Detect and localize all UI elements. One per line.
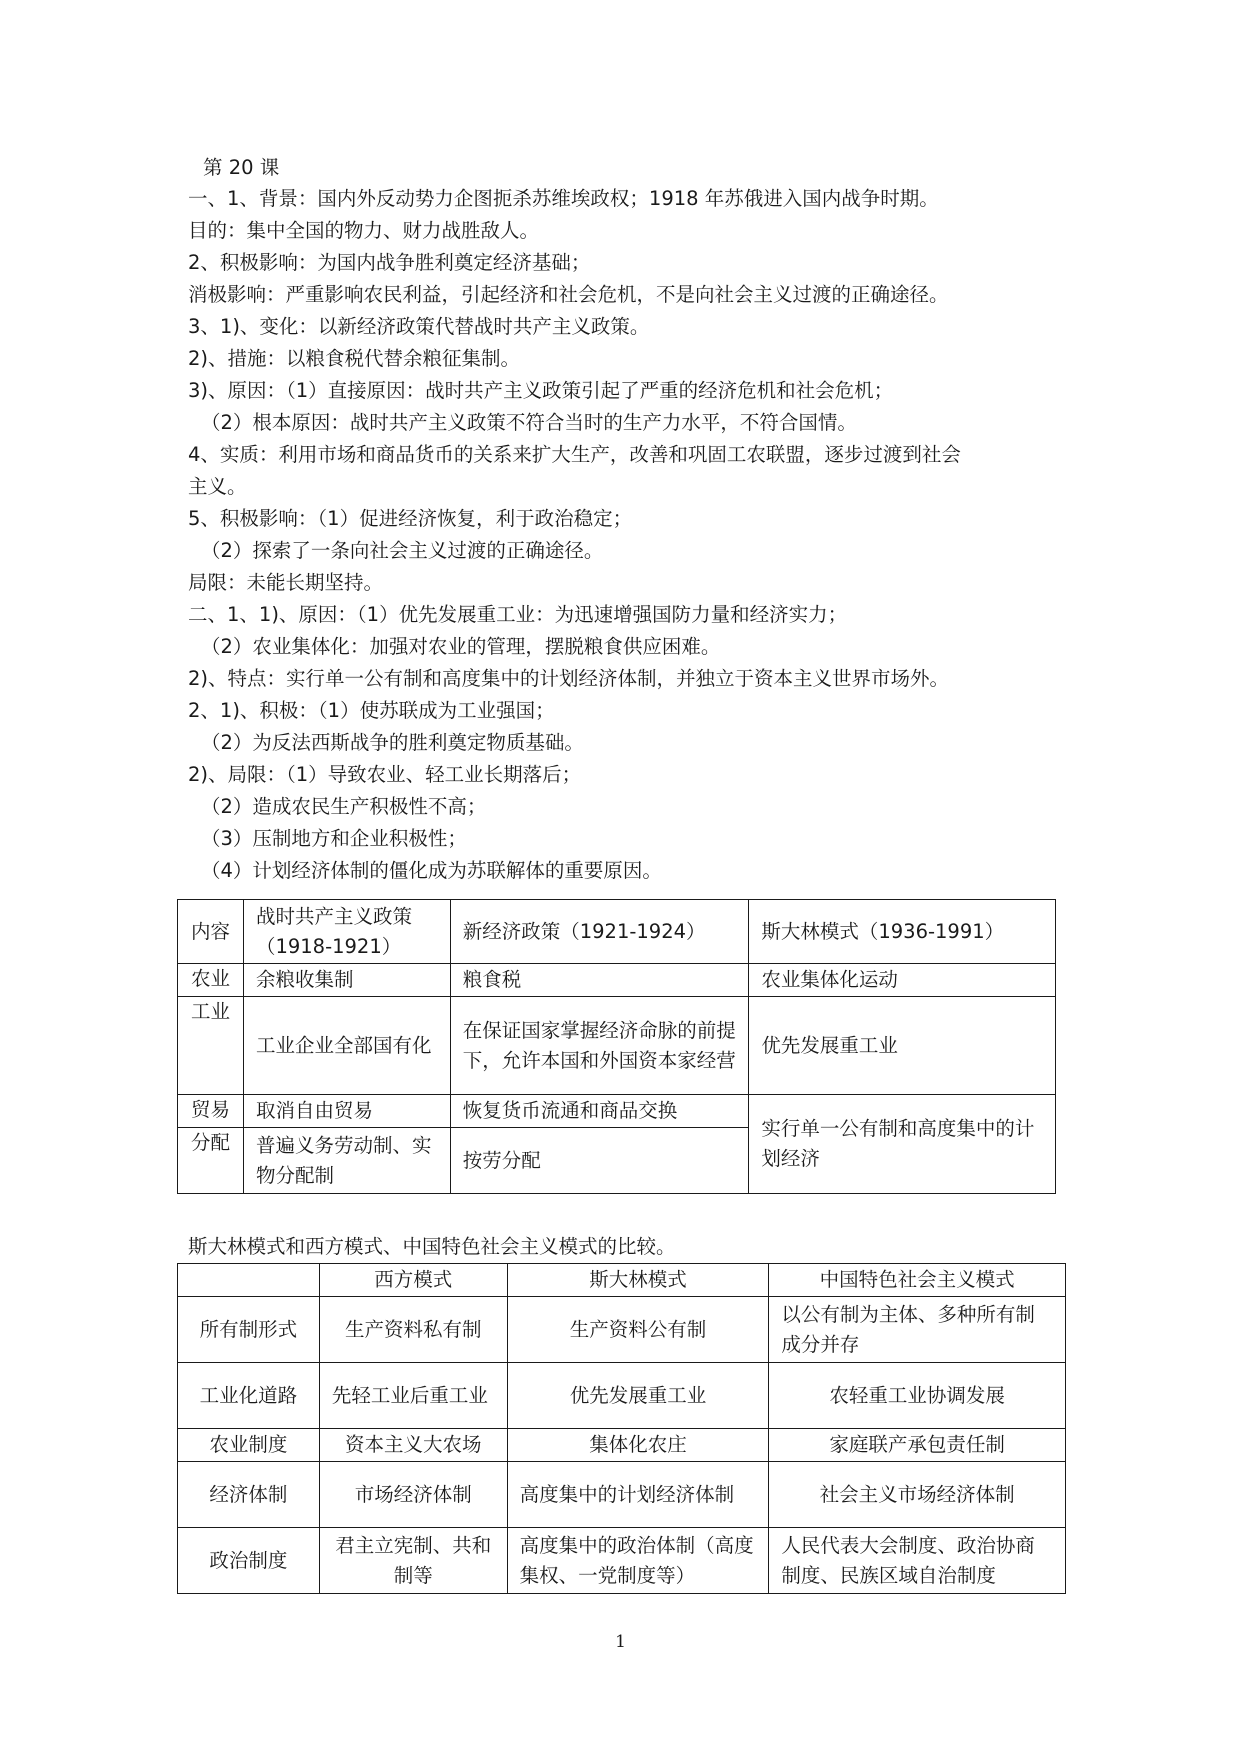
table-cell: 资本主义大农场 xyxy=(319,1429,507,1462)
table-cell: 取消自由贸易 xyxy=(243,1095,450,1128)
text-line: 消极影响：严重影响农民利益，引起经济和社会危机，不是向社会主义过渡的正确途径。 xyxy=(188,283,949,306)
text-line: （2）农业集体化：加强对农业的管理，摆脱粮食供应困难。 xyxy=(201,635,721,658)
text-line: 主义。 xyxy=(188,475,247,498)
table-cell: 农业制度 xyxy=(178,1429,320,1462)
table-cell: 高度集中的计划经济体制 xyxy=(507,1462,769,1528)
table-cell: 西方模式 xyxy=(319,1264,507,1297)
table-cell: 在保证国家掌握经济命脉的前提下，允许本国和外国资本家经营 xyxy=(450,997,749,1095)
text-line: 2)、特点：实行单一公有制和高度集中的计划经济体制，并独立于资本主义世界市场外。 xyxy=(188,667,950,690)
text-line: 目的：集中全国的物力、财力战胜敌人。 xyxy=(188,219,540,242)
table-cell: 集体化农庄 xyxy=(507,1429,769,1462)
table-cell: 新经济政策（1921-1924） xyxy=(450,900,749,964)
table-cell: 粮食税 xyxy=(450,964,749,997)
table-cell: 高度集中的政治体制（高度集权、一党制度等） xyxy=(507,1528,769,1594)
table-cell: 君主立宪制、共和制等 xyxy=(319,1528,507,1594)
table-cell: 分配 xyxy=(178,1128,244,1194)
table-cell: 工业企业全部国有化 xyxy=(243,997,450,1095)
table-cell: 社会主义市场经济体制 xyxy=(769,1462,1066,1528)
table-cell: 战时共产主义政策（1918-1921） xyxy=(243,900,450,964)
table-cell: 贸易 xyxy=(178,1095,244,1128)
table-row xyxy=(178,1528,1066,1594)
text-line: （4）计划经济体制的僵化成为苏联解体的重要原因。 xyxy=(201,859,662,882)
table-cell: 人民代表大会制度、政治协商制度、民族区域自治制度 xyxy=(769,1528,1066,1594)
table-cell: 工业化道路 xyxy=(178,1363,320,1429)
text-line: 2)、措施：以粮食税代替余粮征集制。 xyxy=(188,347,521,370)
table-cell: 余粮收集制 xyxy=(243,964,450,997)
table-row xyxy=(178,1429,1066,1462)
text-line: （2）根本原因：战时共产主义政策不符合当时的生产力水平，不符合国情。 xyxy=(201,411,857,434)
table-row xyxy=(178,900,1056,964)
text-line: 二、1、1)、原因：（1）优先发展重工业：为迅速增强国防力量和经济实力； xyxy=(188,603,848,626)
text-line: （2）造成农民生产积极性不高； xyxy=(201,795,487,818)
text-line: 一、1、背景：国内外反动势力企图扼杀苏维埃政权；1918 年苏俄进入国内战争时期。 xyxy=(188,187,939,210)
text-line: （2）为反法西斯战争的胜利奠定物质基础。 xyxy=(201,731,584,754)
table-cell: 先轻工业后重工业 xyxy=(319,1363,507,1429)
text-line: （3）压制地方和企业积极性； xyxy=(201,827,467,850)
table-cell: 斯大林模式 xyxy=(507,1264,769,1297)
table-cell xyxy=(178,1264,320,1297)
model-comparison-table xyxy=(177,1263,1066,1594)
table-cell: 实行单一公有制和高度集中的计划经济 xyxy=(749,1095,1056,1194)
table-row xyxy=(178,1297,1066,1363)
page-number: 1 xyxy=(615,1632,626,1652)
table-cell: 优先发展重工业 xyxy=(749,997,1056,1095)
table-cell: 以公有制为主体、多种所有制成分并存 xyxy=(769,1297,1066,1363)
text-line: 3、1)、变化：以新经济政策代替战时共产主义政策。 xyxy=(188,315,650,338)
text-line: 4、实质：利用市场和商品货币的关系来扩大生产，改善和巩固工农联盟，逐步过渡到社会 xyxy=(188,443,961,466)
text-line: 3)、原因：（1）直接原因：战时共产主义政策引起了严重的经济危机和社会危机； xyxy=(188,379,894,402)
table-row xyxy=(178,1264,1066,1297)
table-cell: 普遍义务劳动制、实物分配制 xyxy=(243,1128,450,1194)
text-line: 2、1)、积极：（1）使苏联成为工业强国； xyxy=(188,699,555,722)
table-cell: 工业 xyxy=(178,997,244,1095)
text-line: （2）探索了一条向社会主义过渡的正确途径。 xyxy=(201,539,604,562)
table-cell: 中国特色社会主义模式 xyxy=(769,1264,1066,1297)
text-line: 2、积极影响：为国内战争胜利奠定经济基础； xyxy=(188,251,591,274)
table-cell: 按劳分配 xyxy=(450,1128,749,1194)
table-cell: 优先发展重工业 xyxy=(507,1363,769,1429)
table-cell: 市场经济体制 xyxy=(319,1462,507,1528)
table-cell: 斯大林模式（1936-1991） xyxy=(749,900,1056,964)
table-cell: 农轻重工业协调发展 xyxy=(769,1363,1066,1429)
table-cell: 家庭联产承包责任制 xyxy=(769,1429,1066,1462)
table-row xyxy=(178,964,1056,997)
table-caption: 斯大林模式和西方模式、中国特色社会主义模式的比较。 xyxy=(188,1235,676,1258)
table-cell: 所有制形式 xyxy=(178,1297,320,1363)
text-line: 5、积极影响：（1）促进经济恢复，利于政治稳定； xyxy=(188,507,633,530)
lesson-title: 第 20 课 xyxy=(203,156,280,179)
table-row xyxy=(178,997,1056,1095)
table-cell: 恢复货币流通和商品交换 xyxy=(450,1095,749,1128)
table-cell: 生产资料公有制 xyxy=(507,1297,769,1363)
table-cell: 农业 xyxy=(178,964,244,997)
table-cell: 内容 xyxy=(178,900,244,964)
text-line: 2)、局限：（1）导致农业、轻工业长期落后； xyxy=(188,763,582,786)
table-cell: 经济体制 xyxy=(178,1462,320,1528)
table-cell: 农业集体化运动 xyxy=(749,964,1056,997)
table-row xyxy=(178,1462,1066,1528)
table-row xyxy=(178,1363,1066,1429)
table-row xyxy=(178,1095,1056,1128)
table-cell: 生产资料私有制 xyxy=(319,1297,507,1363)
policy-comparison-table xyxy=(177,899,1056,1194)
table-cell: 政治制度 xyxy=(178,1528,320,1594)
text-line: 局限：未能长期坚持。 xyxy=(188,571,384,594)
